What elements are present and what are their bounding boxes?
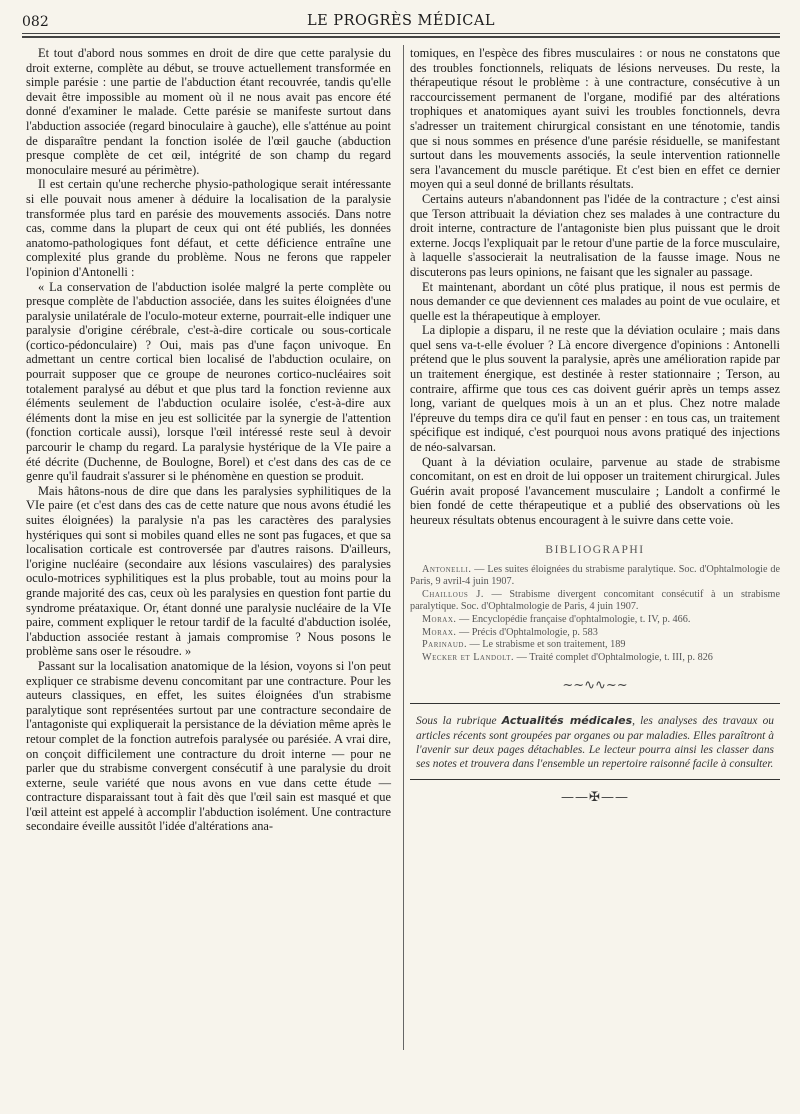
notice-rubric: Actualités médicales xyxy=(501,714,633,728)
bibliography-entry xyxy=(410,614,780,627)
page-number: 082 xyxy=(22,14,49,30)
bibliography-entry xyxy=(410,589,780,614)
bib-text: — Traité complet d'Ophtalmologie, t. III, p. 826 xyxy=(514,651,713,663)
paragraph: tomiques, en l'espèce des fibres musculaires : or nous ne constatons que des troubles fonctionnels, reliquats de lésions nerveuses. Du reste, la thérapeutique résout le problème : à une contracture, consécutive à un raccourcissement permanent de l'organe, modifié par des altérations trophiques et anatomiques ayant suivi les troubles fonctionnels, devra s'adresser un traitement chirurgical consistant en une ténotomie, tandis que si nous sommes en présence d'une parésie résiduelle, se manifestant surtout dans les mouvements associés, la seule intervention rationnelle sera l'avancement du muscle parétique. Et c'est bien en effet ce dernier moyen qui a seul donné de brillants résultats. xyxy=(410,46,780,192)
quote-paragraph: « La conservation de l'abduction isolée malgré la perte complète ou presque complète de l'abduction associée, dans les suites éloignées d'une paralysie unilatérale de l'oculo-moteur externe, pourrait-elle indiquer une paralysie d'origine cérébrale, c'est-à-dire corticale ou sous-corticale (cortico-pédonculaire) ? Oui, mais pas d'une façon univoque. En admettant un centre cortical bien localisé de l'abduction oculaire, on pourrait supposer que ce groupe de neurones cortico-nucléaires soit totalement paralysé au début et que plus tard la fonction revienne aux éléments seulement de l'abduction oculaire isolée, c'est-à-dire aux éléments dont la mise en jeu est sollicitée par la synergie de l'attention (fonction corticale aussi), lorsque l'œil intéressé reste seul à devoir parcourir le champ du regard. La paralysie hystérique de la VIe paire a été décrite (Duchenne, de Boulogne, Borel) et c'est dans des cas de ce genre qu'il faudrait s'assurer si le phénomène en question se produit. xyxy=(26,279,391,484)
bib-author: Morax. xyxy=(422,626,457,638)
bibliography-list xyxy=(410,564,780,665)
header-rule-thick xyxy=(22,36,780,38)
notice-intro: Sous la rubrique xyxy=(416,715,502,728)
fleuron-ornament: ——✠—— xyxy=(561,790,629,806)
paragraph: Certains auteurs n'abandonnent pas l'idée de la contracture ; c'est ainsi que Terson attribuait la déviation chez ses malades à une contracture du droit interne, contracture de l'antagoniste bien plus puissant que le droit externe. Jocqs l'expliquait par le retour d'une partie de la force musculaire, à laquelle s'associerait la neutralisation de la fausse image. Nous ne discuterons pas leurs opinions, ne faisant que les signaler au passage. xyxy=(410,191,780,279)
bib-text: — Les suites éloignées du strabisme paralytique. Soc. d'Ophtalmologie de Paris, 9 avril-4 juin 1907. xyxy=(410,563,780,588)
notice-body: , les analyses des travaux ou articles récents sont groupées par organes ou par maladies. Elles paraîtront à l'avenir sur deux pages détachables. Le lecteur pourra ainsi les classer dans ses notes et trouvera dans l'ensemble un repertoire raisonné facile à consulter. xyxy=(416,715,774,770)
paragraph: Quant à la déviation oculaire, parvenue au stade de strabisme concomitant, on est en droit de lui opposer un traitement chirurgical. Jules Guérin avait proposé l'avancement musculaire ; Landolt a confirmé le bien fondé de cette thérapeutique et a publié des observations où les heureux résultats obtenus encouragent à le suivre dans cette voie. xyxy=(410,454,780,527)
quote-paragraph: Mais hâtons-nous de dire que dans les paralysies syphilitiques de la VIe paire (et c'est dans des cas de cette nature que nous avons étudié les suites éloignées) la paralysie n'a pas les caractères des paralysies hystériques qui sont si mobiles quand elles ne sont pas fugaces, et que sa localisation corticale est controversée par d'autres raisons. D'ailleurs, l'origine nucléaire (secondaire aux lésions vasculaires) des paralysies oculo-motrices syphilitiques est la plus probable, tout au moins pour la grande majorité des cas, ceux où les paralysies en question font partie du syndrome préataxique. Or, étant donné une paralysie nucléaire de la VIe paire, comment expliquer le retour tardif de la faculté d'abduction isolée, l'abduction associée restant à jamais compromise ? Nous posons le problème sans oser le résoudre. » xyxy=(26,483,391,659)
bibliography-title: BIBLIOGRAPHI xyxy=(545,543,645,556)
bib-text: — Encyclopédie française d'ophtalmologie, t. IV, p. 466. xyxy=(456,613,691,625)
paragraph: Et tout d'abord nous sommes en droit de dire que cette paralysie du droit externe, complète au début, se trouve actuellement transformée en simple parésie : une partie de l'abduction étant recouvrée, tandis qu'elle devait être impossible au moment où il ne nous avait pas encore été donné d'examiner le malade. Cette parésie se manifeste surtout dans l'abduction associée (regard binoculaire à gauche), elle s'atténue au point de disparaître pendant la fonction isolée de l'œil gauche (abduction presque complète de cet œil, intégrité de son champ du regard monoculaire mesuré au périmètre). xyxy=(26,46,391,177)
left-column xyxy=(26,46,391,834)
paragraph: La diplopie a disparu, il ne reste que la déviation oculaire ; mais dans quel sens va-t-elle évoluer ? Là encore divergence d'opinions : Antonelli prétend que le plus souvent la paralysie, après une amélioration rapide par un traitement énergique, est destinée à rester stationnaire ; Terson, au contraire, affirme que tous ces cas doivent guérir après un temps assez long, variant de quelques mois à un an et plus. Chez notre malade l'épreuve du temps dira ce qu'il faut en penser : en tous cas, un traitement spécifique est indiqué, c'est pourquoi nous avons pratiqué des injections de néo-salvarsan. xyxy=(410,323,780,455)
editorial-notice xyxy=(410,703,780,780)
paragraph: Et maintenant, abordant un côté plus pratique, il nous est permis de nous demander ce que deviennent ces malades au point de vue oculaire, et quelle est la thérapeutique à employer. xyxy=(410,279,780,323)
bib-text: — Le strabisme et son traitement, 189 xyxy=(467,639,626,651)
bib-author: Antonelli. xyxy=(422,563,472,575)
paragraph: Passant sur la localisation anatomique de la lésion, voyons si l'on peut expliquer ce strabisme devenu concomitant par une contracture. Pour les auteurs classiques, en effet, les suites éloignées d'un strabisme paralytique sont représentées surtout par une contracture secondaire de l'antagoniste qui expliquerait la persistance de la déviation même après le retour complet de la fonction autrefois paralysée ou parésiée. A vrai dire, on conçoit difficilement une contracture du droit interne — pour ne parler que du strabisme convergent consécutif à une paralysie du droit externe, seule variété que nous avons en vue dans cette étude — contracture disparaissant tout à fait dès que l'œil sain est masqué et que l'œil atteint est appelé à accomplir l'abduction isolément. Une contracture secondaire éveille aussitôt l'idée d'altérations ana- xyxy=(26,658,391,834)
header-rule xyxy=(22,33,780,34)
bib-author: Chaillous J. xyxy=(422,588,484,600)
bib-author: Morax. xyxy=(422,613,457,625)
bibliography-entry xyxy=(410,639,780,652)
notice-text xyxy=(416,714,774,771)
ornament-divider: ~~∿∿~~ xyxy=(562,678,628,694)
bibliography-entry xyxy=(410,652,780,665)
bibliography-entry xyxy=(410,564,780,589)
bib-author: Wecker et Landolt. xyxy=(422,651,515,663)
column-divider xyxy=(403,45,404,1050)
bibliography-entry xyxy=(410,627,780,640)
right-column xyxy=(410,46,780,805)
bib-text: — Précis d'Ophtalmologie, p. 583 xyxy=(456,626,598,638)
bib-text: — Strabisme divergent concomitant consécutif à un strabisme paralytique. Soc. d'Ophtalmologie de Paris, 4 juin 1907. xyxy=(410,588,780,613)
paragraph: Il est certain qu'une recherche physio-pathologique serait intéressante si elle pouvait nous amener à déduire la localisation de la paralysie transformée plus tard en parésie des mouvements associés. Dans notre cas, comme dans la plupart de ceux qui ont été publiés, les données anatomo-pathologiques font défaut, et cette déficience entraîne une complexité plus grande du problème. Nous ne ferons que rappeler l'opinion d'Antonelli : xyxy=(26,177,391,279)
running-title: LE PROGRÈS MÉDICAL xyxy=(307,13,495,29)
bib-author: Parinaud. xyxy=(422,639,467,651)
